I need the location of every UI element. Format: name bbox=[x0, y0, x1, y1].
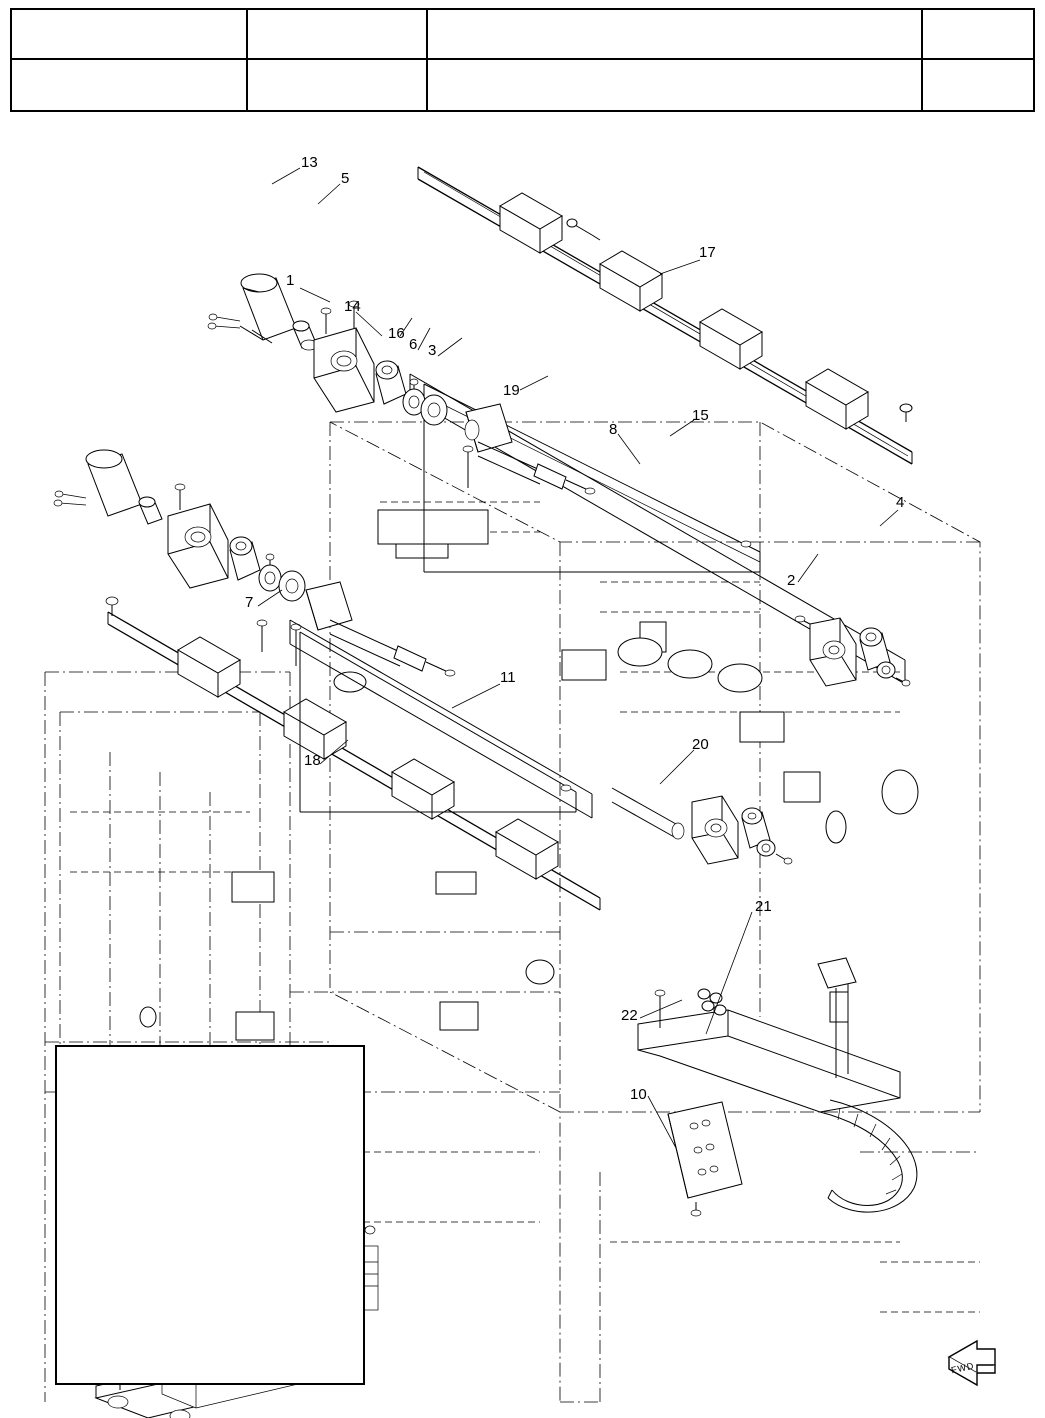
motor-bracket-lower bbox=[168, 484, 228, 588]
part-1-motor-bracket-top bbox=[314, 298, 374, 412]
callout-14: 14 bbox=[344, 298, 361, 315]
callout-11: 11 bbox=[500, 669, 516, 686]
part-3-nut-block bbox=[465, 404, 512, 452]
callout-18: 18 bbox=[304, 752, 321, 769]
callout-3: 3 bbox=[428, 342, 437, 359]
fwd-orientation-marker bbox=[943, 1335, 1003, 1390]
cell-date-row1 bbox=[923, 10, 1033, 58]
callout-6: 6 bbox=[409, 336, 418, 353]
rail-carriage-block bbox=[600, 251, 662, 311]
cell-description-row1 bbox=[428, 10, 923, 58]
end-bracket-lower-right bbox=[692, 796, 792, 864]
lead-screw-lower bbox=[257, 620, 455, 676]
rail-carriage-block bbox=[500, 193, 562, 253]
rail-carriage-block bbox=[178, 637, 240, 697]
mounting-screw bbox=[900, 404, 912, 422]
callout-16: 16 bbox=[388, 325, 405, 342]
mounting-screw bbox=[567, 219, 600, 240]
part-6-bearing bbox=[421, 395, 447, 425]
callout-15: 15 bbox=[692, 407, 709, 424]
callout-17: 17 bbox=[699, 244, 716, 261]
lower-motor-assembly bbox=[54, 450, 455, 676]
callout-21: 21 bbox=[755, 898, 772, 915]
part-18-linear-rail-lower bbox=[106, 594, 600, 910]
inset-detail-frame bbox=[55, 1045, 365, 1385]
rail-carriage-block bbox=[700, 309, 762, 369]
rail-carriage-block bbox=[392, 759, 454, 819]
frame-plates bbox=[140, 510, 918, 1040]
callout-13: 13 bbox=[301, 154, 318, 171]
callout-20: 20 bbox=[692, 736, 709, 753]
callout-22: 22 bbox=[621, 1007, 638, 1024]
part-4-bearing-right bbox=[860, 628, 910, 686]
cell-revision-row2 bbox=[248, 60, 428, 110]
part-21-cable-carrier bbox=[638, 958, 917, 1212]
cell-code-merged bbox=[12, 10, 248, 110]
callout-8: 8 bbox=[609, 421, 618, 438]
revision-header-table bbox=[10, 8, 1035, 112]
cell-revision-row1 bbox=[248, 10, 428, 58]
part-5-coupling-top bbox=[293, 321, 317, 350]
part-10-mount-plate bbox=[668, 1102, 742, 1216]
callout-10: 10 bbox=[630, 1086, 647, 1103]
callout-19: 19 bbox=[503, 382, 520, 399]
callout-5: 5 bbox=[341, 170, 350, 187]
callout-7: 7 bbox=[245, 594, 254, 611]
motor-lower bbox=[54, 450, 142, 516]
part-20-shaft-lower-right bbox=[612, 788, 684, 839]
nut-block-lower bbox=[306, 582, 352, 630]
callout-4: 4 bbox=[896, 494, 905, 511]
callout-2: 2 bbox=[787, 572, 796, 589]
coupling-lower bbox=[139, 497, 162, 524]
cell-date-row2 bbox=[923, 60, 1033, 110]
cell-description-row2 bbox=[428, 60, 923, 110]
rail-carriage-block bbox=[806, 369, 868, 429]
fwd-label: FWD bbox=[950, 1360, 976, 1376]
callout-1: 1 bbox=[286, 272, 295, 289]
part-13-motor-top bbox=[208, 274, 296, 343]
rail-carriage-block bbox=[496, 819, 558, 879]
